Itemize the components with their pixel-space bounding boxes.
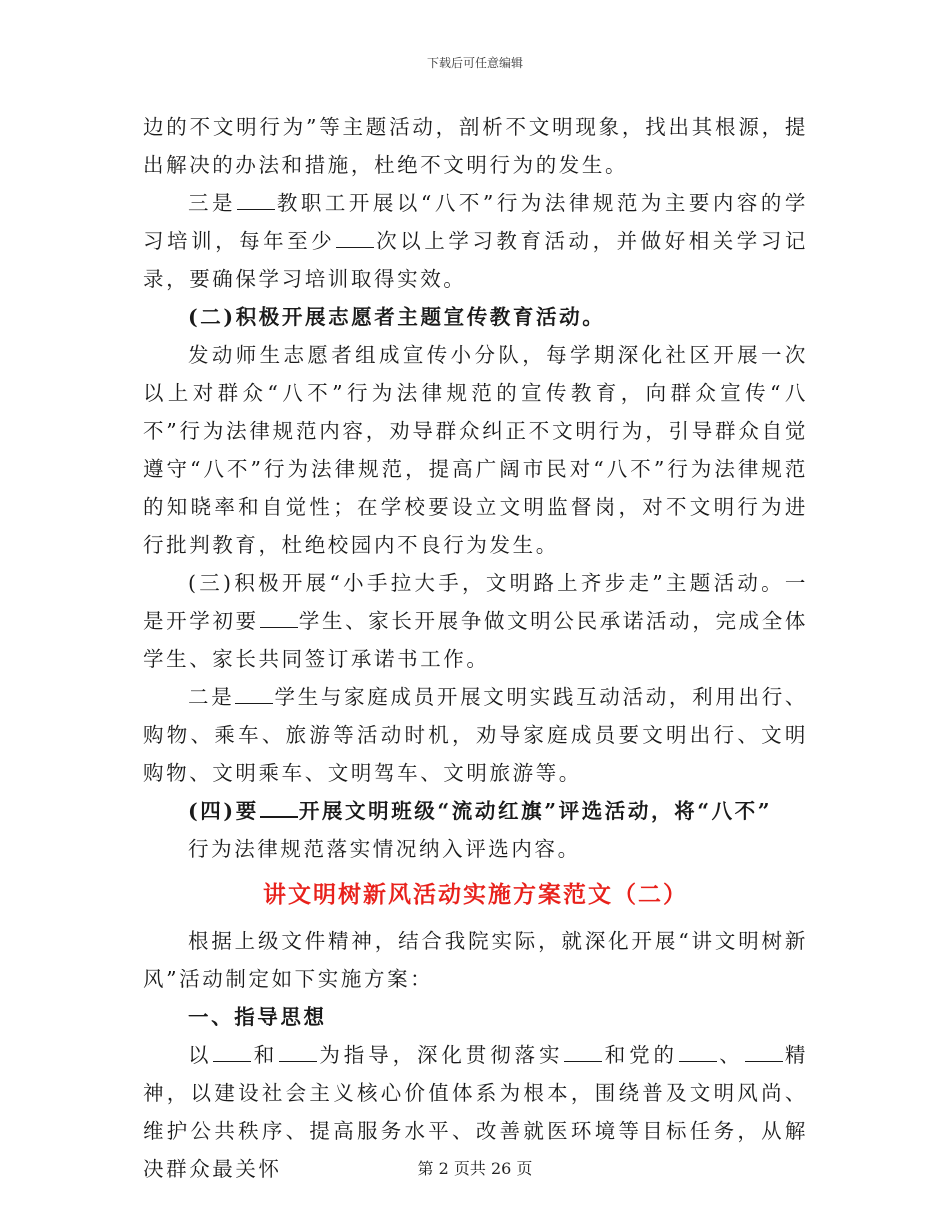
fill-blank xyxy=(745,1043,783,1062)
heading-red-flag-selection xyxy=(143,792,808,830)
text-run: (四)要 xyxy=(188,799,259,823)
fill-blank xyxy=(213,1043,251,1062)
paragraph-small-hands-activity xyxy=(143,564,808,678)
paragraph-red-flag-criteria: 行为法律规范落实情况纳入评选内容。 xyxy=(188,837,581,861)
paragraph-volunteer-details: 发动师生志愿者组成宣传小分队，每学期深化社区开展一次以上对群众“八不”行为法律规范的宣传教育，向群众宣传“八不”行为法律规范内容，劝导群众纠正不文明行为，引导群众自觉遵守“八不”行为法律规范，提高广阔市民对“八不”行为法律规范的知晓率和自觉性；在学校要设立文明监督岗，对不文明行为进行批判教育，杜绝校园内不良行为发生。 xyxy=(143,343,808,557)
section-title: 讲文明树新风活动实施方案范文（二） xyxy=(263,881,688,908)
text-run: 和 xyxy=(252,1043,279,1067)
text-run: 精神，以建设社会主义核心价值体系为根本，围绕普及文明风尚、维护公共秩序、提高服务水平、改善就医环境等目标任务，从解决群众最关怀 xyxy=(143,1043,808,1181)
fill-blank xyxy=(279,1043,317,1062)
heading-volunteer-activities: (二)积极开展志愿者主题宣传教育活动。 xyxy=(188,305,606,329)
text-run: 为指导，深化贯彻落实 xyxy=(318,1043,564,1067)
paragraph-staff-training xyxy=(143,184,808,298)
paragraph-family-practice xyxy=(143,678,808,792)
text-run: 学生与家庭成员开展文明实践互动活动，利用出行、购物、乘车、旅游等活动时机，劝导家庭成员要文明出行、文明购物、文明乘车、文明驾车、文明旅游等。 xyxy=(143,685,808,785)
fill-blank xyxy=(235,685,273,704)
document-body xyxy=(143,108,808,1188)
text-run: 次以上学习教育活动，并做好相关学习记录，要确保学习培训取得实效。 xyxy=(143,229,808,291)
text-run: (三)积极开展“小手拉大手，文明路上齐步走”主题活动。一是开学初要 xyxy=(143,571,808,633)
text-run: 学生、家长开展争做文明公民承诺活动，完成全体学生、家长共同签订承诺书工作。 xyxy=(143,609,809,671)
text-run: 开展文明班级“流动红旗”评选活动，将“八不” xyxy=(298,799,773,823)
text-run: 、 xyxy=(717,1043,744,1067)
paragraph-continuation: 边的不文明行为”等主题活动，剖析不文明现象，找出其根源，提出解决的办法和措施，杜绝不文明行为的发生。 xyxy=(143,115,808,177)
page-footer: 第 2 页共 26 页 xyxy=(417,1159,533,1178)
fill-blank xyxy=(260,609,298,628)
text-run: 以 xyxy=(188,1043,213,1067)
fill-blank xyxy=(679,1043,717,1062)
page-header: 下载后可任意编辑 xyxy=(426,56,523,70)
fill-blank xyxy=(336,229,374,248)
fill-blank xyxy=(564,1043,602,1062)
fill-blank xyxy=(260,798,298,818)
text-run: 三是 xyxy=(188,191,237,215)
paragraph-intro: 根据上级文件精神，结合我院实际，就深化开展“讲文明树新风”活动制定如下实施方案： xyxy=(143,929,808,991)
text-run: 教职工开展以“八不”行为法律规范为主要内容的学习培训，每年至少 xyxy=(143,191,809,253)
heading-guiding-ideology: 一、指导思想 xyxy=(188,1005,327,1029)
fill-blank xyxy=(237,191,275,210)
text-run: 二是 xyxy=(188,685,235,709)
text-run: 和党的 xyxy=(603,1043,678,1067)
